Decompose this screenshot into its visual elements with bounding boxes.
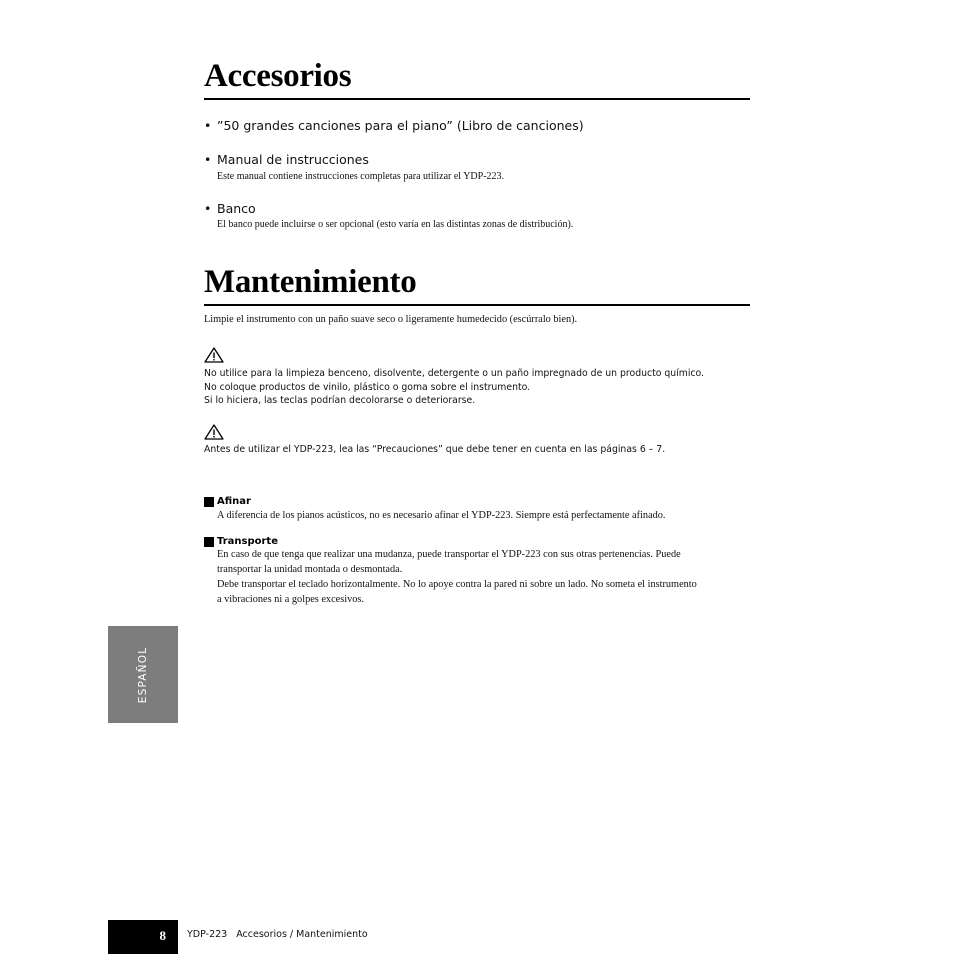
footer-model: YDP-223 bbox=[187, 929, 228, 940]
mantenimiento-heading: Mantenimiento bbox=[204, 264, 750, 306]
transporte-line: a vibraciones ni a golpes excesivos. bbox=[217, 594, 364, 605]
bullet-icon: • bbox=[204, 152, 212, 167]
warning-block-precautions bbox=[204, 443, 764, 457]
accesorios-heading: Accesorios bbox=[204, 58, 750, 100]
language-tab-label: ESPAÑOL bbox=[137, 646, 149, 703]
bullet-icon: • bbox=[204, 201, 212, 216]
afinar-line: A diferencia de los pianos acústicos, no es necesario afinar el YDP-223. Siempre está perfectamente afinado. bbox=[217, 510, 666, 521]
warning-triangle-icon bbox=[204, 347, 224, 363]
item-description: El banco puede incluirse o ser opcional (esto varía en las distintas zonas de distribución). bbox=[217, 219, 574, 230]
item-description: Este manual contiene instrucciones completas para utilizar el YDP-223. bbox=[217, 171, 505, 182]
afinar-heading bbox=[204, 495, 251, 508]
accesorios-item-banco bbox=[204, 201, 256, 217]
warning-line: Antes de utilizar el YDP-223, lea las “Precauciones” que debe tener en cuenta en las páginas 6 – 7. bbox=[204, 444, 666, 455]
transporte-line: En caso de que tenga que realizar una mudanza, puede transportar el YDP-223 con sus otras pertenencias. Puede bbox=[217, 549, 681, 560]
warning-block-cleaning bbox=[204, 367, 764, 408]
language-tab bbox=[108, 626, 178, 723]
item-label: ”50 grandes canciones para el piano” (Libro de canciones) bbox=[217, 118, 584, 133]
mantenimiento-intro: Limpie el instrumento con un paño suave seco o ligeramente humedecido (escúrralo bien). bbox=[204, 314, 578, 325]
warning-line: No utilice para la limpieza benceno, disolvente, detergente o un paño impregnado de un producto químico. bbox=[204, 368, 704, 379]
square-bullet-icon bbox=[204, 497, 214, 507]
accesorios-item-manual bbox=[204, 152, 369, 168]
warning-triangle-icon bbox=[204, 424, 224, 440]
bullet-icon: • bbox=[204, 118, 212, 133]
warning-line: Si lo hiciera, las teclas podrían decolorarse o deteriorarse. bbox=[204, 395, 476, 406]
transporte-body bbox=[217, 547, 757, 607]
afinar-title: Afinar bbox=[217, 496, 251, 507]
accesorios-item-songbook bbox=[204, 118, 584, 134]
page-number-box bbox=[108, 920, 178, 954]
footer-section: Accesorios / Mantenimiento bbox=[236, 929, 368, 940]
transporte-line: transportar la unidad montada o desmontada. bbox=[217, 564, 403, 575]
warning-line: No coloque productos de vinilo, plástico o goma sobre el instrumento. bbox=[204, 381, 531, 393]
square-bullet-icon bbox=[204, 537, 214, 547]
item-label: Manual de instrucciones bbox=[217, 152, 369, 167]
transporte-title: Transporte bbox=[217, 536, 278, 547]
page-number: 8 bbox=[159, 928, 166, 943]
item-label: Banco bbox=[217, 201, 256, 216]
afinar-body bbox=[217, 508, 757, 523]
footer-running-head bbox=[187, 929, 368, 940]
transporte-line: Debe transportar el teclado horizontalmente. No lo apoye contra la pared ni sobre un lado. No someta el instrumento bbox=[217, 579, 697, 590]
